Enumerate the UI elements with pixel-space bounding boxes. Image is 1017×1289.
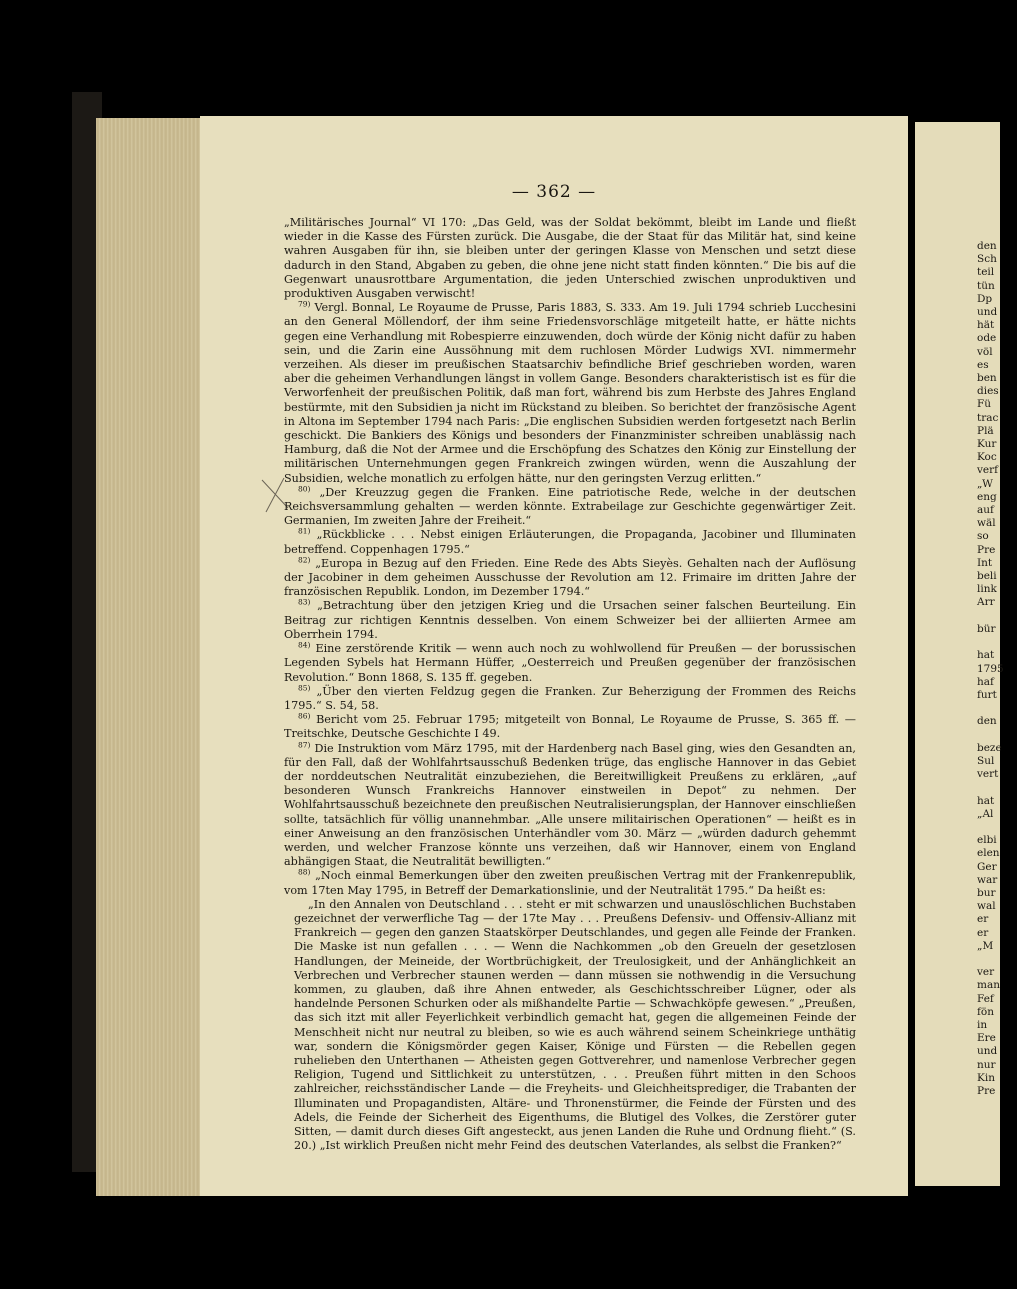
right-page-line: hät — [977, 319, 995, 332]
footnote-paragraph — [284, 216, 856, 301]
right-page-line — [977, 821, 1017, 834]
right-page-line: beze — [977, 741, 1002, 754]
footnote-number: 81) — [298, 526, 311, 536]
footnote-body: „Noch einmal Bemerkungen über den zweiten preußischen Vertrag mit der Frankenrepublik, vom 17ten May 1795, in Betreff der Demarkationslinie, und der Neutralität 1795.“ Da heißt es: — [284, 869, 856, 897]
footnote-body: Vergl. Bonnal, Le Royaume de Prusse, Paris 1883, S. 333. Am 19. Juli 1794 schrieb Lucchesini an den General Möllendorf, der ihm seine Friedensvorschläge mitgeteilt hatte, er hätte nichts gegen eine Verhandlung mit Robespierre einzuwenden, doch würde der König nicht dafür zu haben sein, und die Zarin eine Aussöhnung mit dem ruchlosen Mörder Ludwigs XVI. nimmermehr verzeihen. Als dieser im preußischen Staatsarchiv befindliche Brief geschrieben worden, waren aber die geheimen Verhandlungen längst in vollem Gange. Besonders charakteristisch ist es für die Verworfenheit der preußischen Politik, daß man fort, während bis zum Herbste des Jahres England bestürmte, mit den Subsidien ja nicht im Rückstand zu bleiben. So berichtet der französische Agent in Altona im September 1794 nach Paris: „Die englischen Subsidien werden fortgesetzt nach Berlin geschickt. Die Bankiers des Königs und besonders der Finanzminister schreiben unablässig nach Hamburg, daß die Not der Armee und die Erschöpfung des Schatzes den König zur Einstellung der militärischen Unternehmungen gegen Frankreich zwingen würden, wenn die Auszahlung der Subsidien, welche monatlich zu erfolgen hätte, nur den geringsten Verzug erlitten.“ — [284, 301, 856, 485]
left-page — [200, 116, 908, 1196]
right-page-line: so — [977, 530, 989, 543]
right-page-line: link — [977, 583, 997, 596]
right-page-line: war — [977, 873, 998, 886]
right-page-line: trac — [977, 411, 999, 424]
right-page-line: Ger — [977, 860, 997, 873]
footnote-body: „Der Kreuzzug gegen die Franken. Eine patriotische Rede, welche in der deutschen Reichsversammlung gehalten — werden könnte. Extrabeilage zur Geschichte gegenwärtiger Zeit. Germanien, Im zweiten Jahre der Freiheit.“ — [284, 485, 857, 528]
right-page-line: vert — [977, 768, 999, 781]
footnote-paragraph — [284, 682, 856, 713]
right-page-line: Plä — [977, 424, 994, 437]
right-page-line: Arr — [977, 596, 995, 609]
right-page-line: in — [977, 1018, 988, 1031]
right-page-line — [977, 702, 1017, 715]
right-page-partial — [915, 122, 1004, 1186]
right-page-line: elbi — [977, 834, 997, 847]
right-page-line: hat — [977, 649, 995, 662]
footnote-number: 84) — [298, 640, 311, 650]
right-page-line: Sch — [977, 253, 997, 266]
right-page-line: ode — [977, 332, 997, 345]
right-page-line: „M — [977, 939, 994, 952]
footnote-number: 83) — [298, 597, 311, 607]
footnote-paragraph — [284, 528, 856, 556]
right-page-line: tün — [977, 279, 995, 292]
right-page-line: 1795 — [977, 662, 1004, 675]
footnote-paragraph — [284, 869, 856, 897]
right-page-line: dies — [977, 385, 999, 398]
right-page-line: völ — [977, 345, 993, 358]
footnote-number: 86) — [298, 711, 311, 721]
footnote-number: 85) — [298, 682, 311, 692]
footnote-paragraph — [284, 739, 856, 870]
footnote-paragraph — [284, 486, 856, 529]
footnote-body: „Militärisches Journal“ VI 170: „Das Geld, was der Soldat bekömmt, bleibt im Lande und fließt wieder in die Kasse des Fürsten zurück. Die Ausgabe, die der Staat für das Militär hat, sind keine wahren Ausgaben für ihn, sie bleiben unter der geringen Klasse von Menschen und setzt diese dadurch in den Stand, Abgaben zu geben, die ohne jene nicht statt finden könnten.“ Die bis auf die Gegenwart unausrottbare Argumentation, die jeden Unterschied zwischen unproduktiven und produktiven Ausgaben verwischt! — [284, 216, 856, 301]
right-page-line: verf — [977, 464, 999, 477]
footnote-body: Die Instruktion vom März 1795, mit der Hardenberg nach Basel ging, wies den Gesandten an, für den Fall, daß der Wohlfahrtsausschuß Bedenken trüge, das englische Hannover in das Gebiet der norddeutschen Neutralität einzubeziehen, die Bereitwilligkeit Preußens zu erklären, „auf besonderen Wunsch Frankreichs Hannover einstweilen in Depot“ zu nehmen. Der Wohlfahrtsausschuß bezeichnete den preußischen Neutralisierungsplan, der Hannover einschließen sollte, tatsächlich für völlig unannehmbar. „Alle unsere militairischen Operationen“ — heißt es in einer Anweisung an den französischen Unterhändler vom 30. März — „würden dadurch gehemmt werden, und welcher Franzose könnte uns verzeihen, daß wir Hannover, einem von England abhängigen Staat, die Neutralität bewilligten.“ — [284, 741, 856, 869]
right-page-line: teil — [977, 266, 995, 279]
right-page-line: elen — [977, 847, 1000, 860]
right-page-line: bur — [977, 886, 996, 899]
right-page-line: den — [977, 240, 997, 252]
right-page-line: Koc — [977, 451, 997, 464]
footnote-paragraph — [284, 557, 856, 600]
right-page-line: Dp — [977, 292, 993, 305]
right-page-line: Pre — [977, 1085, 996, 1097]
footnote-number: 87) — [298, 739, 311, 749]
right-page-line: hat — [977, 794, 995, 807]
book-page-edges — [96, 118, 206, 1196]
footnote-body: „Europa in Bezug auf den Frieden. Eine Rede des Abts Sieyès. Gehalten nach der Auflösung der Jacobiner in dem geheimen Ausschusse der Revolution am 12. Frimaire im dritten Jahre der französischen Republik. London, im Dezember 1794.“ — [284, 556, 856, 599]
right-page-line: Ere — [977, 1032, 996, 1045]
right-page-line: und — [977, 1045, 998, 1058]
right-page-line: Kin — [977, 1071, 995, 1084]
right-page-line: Int — [977, 556, 993, 569]
right-page-line: „W — [977, 477, 993, 490]
right-page-line — [977, 610, 1017, 623]
right-page-line: und — [977, 306, 998, 319]
footnote-body: „In den Annalen von Deutschland . . . steht er mit schwarzen und unauslöschlichen Buchstaben gezeichnet der verwerfliche Tag — der 17te May . . . Preußens Defensiv- und Offensiv-Allianz mit Frankreich — gegen den ganzen Staatskörper Deutschlandes, und gegen alle Feinde der Franken. Die Maske ist nun gefallen . . . — Wenn die Nachkommen „ob den Greueln der gesetzlosen Handlungen, der Meineide, der Wortbrüchigkeit, der Treulosigkeit, und der Anhänglichkeit an Verbrechen und Verbrecher staunen werden — dann müssen sie nothwendig in die Versuchung kommen, zu glauben, daß ihre Ahnen entweder, als Geschichtsschreiber Lügner, oder als handelnde Personen Schurken oder als mißhandelte Partie — Schwachköpfe gewesen.“ „Preußen, das sich itzt mit aller Feyerlichkeit verbindlich gemacht hat, gegen die allgemeinen Feinde der Menschheit nicht nur neutral zu bleiben, so wie es auch während seinem Scheinkriege unthätig war, sondern die Königsmörder gegen Kaiser, Könige und Fürsten — die Rebellen gegen ruhelieben den Unterthanen — Atheisten gegen Gottverehrer, und namenlose Verbrecher gegen Religion, Tugend und Sittlichkeit zu unterstützen, . . . Preußen führt mitten in den Schoos zahlreicher, reichsständischer Lande — die Freyheits- und Gleichheitsprediger, die Trabanten der Illuminaten und Propagandisten, Altäre- und Thronenstürmer, die Feinde der Fürsten und des Adels, die Feinde der Sicherheit des Eigenthums, die Blutigel des Volkes, die Zerstörer guter Sitten, — damit durch dieses Gift angesteckt, aus jenen Landen die Ruhe und Ordnung flieht.“ (S. 20.) „Ist wirklich Preußen nicht mehr Feind des deutschen Vaterlandes, als selbst die Franken?“ — [294, 897, 856, 1153]
right-page-line: „Al — [977, 807, 994, 820]
footnote-body: „Betrachtung über den jetzigen Krieg und die Ursachen seiner falschen Beurteilung. Ein Beitrag zur richtigen Kenntnis desselben. Von einem Schweizer bei der alliierten Armee am Oberrhein 1794. — [284, 599, 856, 641]
footnote-paragraph — [284, 301, 856, 486]
right-page-line: Fü — [977, 398, 992, 411]
footnote-body: „Über den vierten Feldzug gegen die Franken. Zur Beherzigung der Frommen des Reichs 1795.“ S. 54, 58. — [284, 684, 856, 712]
right-page-line: ben — [977, 372, 997, 385]
right-page-line: auf — [977, 504, 994, 517]
right-page-line — [977, 729, 1017, 742]
right-page-line: bür — [977, 622, 996, 635]
footnote-paragraph — [284, 713, 856, 741]
right-page-line: wal — [977, 900, 996, 913]
right-page-line: wäl — [977, 517, 996, 530]
right-page-line: den — [977, 715, 997, 728]
right-page-text-fragments — [977, 240, 1017, 1098]
footnote-paragraph — [284, 642, 856, 685]
footnote-body: Eine zerstörende Kritik — wenn auch noch zu wohlwollend für Preußen — der borussischen Legenden Sybels hat Hermann Hüffer, „Oesterreich und Preußen gegenüber der französischen Revolution.“ Bonn 1868, S. 135 ff. gegeben. — [284, 642, 856, 684]
footnote-paragraph — [284, 599, 856, 642]
right-page-line: beli — [977, 570, 997, 583]
right-page-line: man — [977, 979, 1000, 992]
right-page-line: eng — [977, 490, 997, 503]
right-page-line: Sul — [977, 754, 995, 767]
right-page-line: nur — [977, 1058, 996, 1071]
footnote-number: 80) — [298, 484, 311, 494]
right-page-line: furt — [977, 688, 997, 701]
right-page-line — [977, 636, 1017, 649]
right-page-line — [977, 953, 1017, 966]
right-page-line: haf — [977, 675, 994, 688]
right-page-line: ver — [977, 966, 995, 979]
page-number: — 362 — — [511, 182, 597, 202]
right-page-line: Fef — [977, 992, 994, 1005]
right-page-line — [977, 781, 1017, 794]
footnote-number: 79) — [298, 299, 311, 309]
footnote-number: 88) — [298, 867, 311, 877]
right-page-line: er — [977, 926, 989, 939]
footnote-body: „Rückblicke . . . Nebst einigen Erläuterungen, die Propaganda, Jacobiner und Illuminaten betreffend. Coppenhagen 1795.“ — [284, 528, 856, 556]
right-page-line: Pre — [977, 543, 996, 556]
footnote-paragraph — [294, 898, 856, 1154]
right-page-line: Kur — [977, 438, 997, 451]
right-page-line: es — [977, 358, 989, 371]
footnote-body: Bericht vom 25. Februar 1795; mitgeteilt von Bonnal, Le Royaume de Prusse, S. 365 ff. — Treitschke, Deutsche Geschichte I 49. — [284, 713, 856, 741]
right-page-line: fön — [977, 1005, 994, 1018]
right-page-line: er — [977, 913, 989, 926]
footnote-text — [284, 216, 856, 1153]
footnote-number: 82) — [298, 555, 311, 565]
